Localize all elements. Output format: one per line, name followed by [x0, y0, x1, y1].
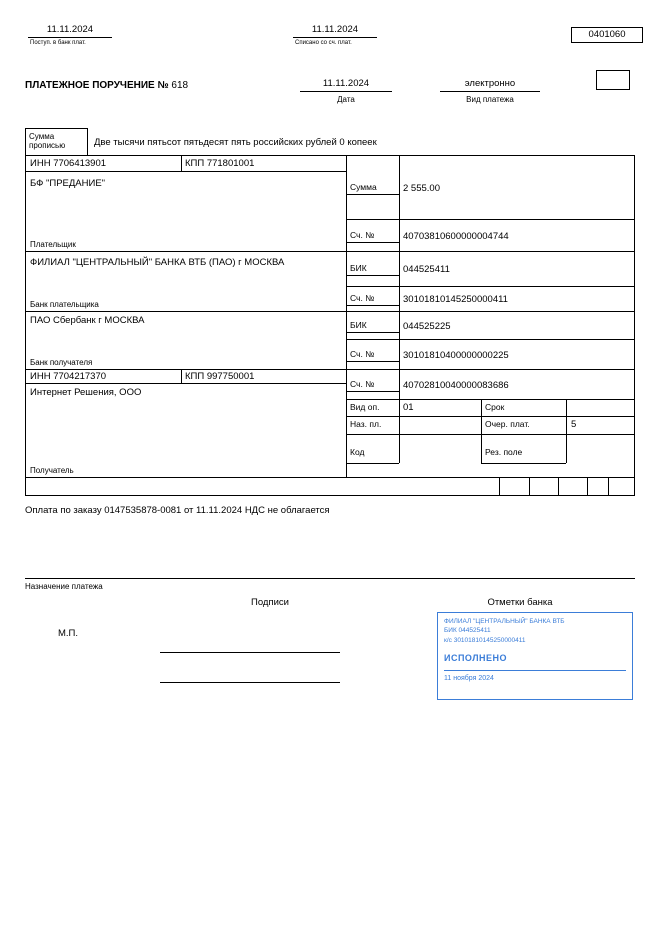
payer-caption: Плательщик — [30, 240, 76, 249]
table-line — [481, 463, 566, 464]
op-kind-label: Вид оп. — [350, 402, 380, 412]
received-date: 11.11.2024 — [28, 24, 112, 38]
debited-date-caption: Списано со сч. плат. — [295, 40, 352, 46]
table-line — [529, 478, 530, 495]
payer-bank-bik-value: 044525411 — [403, 264, 450, 275]
table-line — [399, 156, 400, 463]
table-line — [481, 399, 482, 463]
tax-fields-row — [25, 478, 635, 496]
table-line — [566, 399, 567, 463]
document-title — [25, 80, 188, 91]
signatures-caption: Подписи — [251, 597, 289, 608]
main-form-table — [25, 155, 635, 478]
amount-words-text: Две тысячи пятьсот пятьдесят пять российских рублей 0 копеек — [94, 137, 377, 148]
op-kind-value: 01 — [403, 402, 414, 413]
table-line — [346, 434, 634, 435]
payee-bank-bik-value: 044525225 — [403, 321, 451, 332]
stamp-bank-name: ФИЛИАЛ "ЦЕНТРАЛЬНЫЙ" БАНКА ВТБ — [444, 618, 565, 625]
table-line — [608, 478, 609, 495]
payer-bank-name: ФИЛИАЛ "ЦЕНТРАЛЬНЫЙ" БАНКА ВТБ (ПАО) г МОСКВА — [30, 257, 285, 268]
table-line — [346, 219, 634, 220]
purpose-code-label: Наз. пл. — [350, 419, 382, 429]
payee-bank-bik-label: БИК — [346, 316, 399, 333]
status-code-box — [596, 70, 630, 90]
payment-kind-block — [440, 78, 540, 104]
stamp-bik: БИК 044525411 — [444, 627, 491, 635]
table-line — [499, 478, 500, 495]
stamp-place-label: М.П. — [58, 628, 79, 639]
table-line — [181, 369, 182, 383]
document-number: 618 — [171, 80, 189, 91]
stamp-divider — [444, 670, 626, 671]
purpose-line — [25, 578, 635, 579]
payment-kind-caption: Вид платежа — [466, 95, 514, 104]
table-line — [26, 171, 346, 172]
signature-line — [160, 682, 340, 683]
table-line — [181, 156, 182, 171]
payee-name: Интернет Решения, ООО — [30, 387, 142, 398]
payer-kpp: КПП 771801001 — [185, 158, 255, 169]
term-label: Срок — [485, 402, 505, 412]
payee-bank-name: ПАО Сбербанк г МОСКВА — [30, 315, 145, 326]
reserve-field-label: Рез. поле — [485, 447, 523, 457]
table-line — [587, 478, 588, 495]
payee-account-value: 40702810040000083686 — [403, 380, 509, 391]
payment-purpose-text: Оплата по заказу 0147535878-0081 от 11.11.2024 НДС не облагается — [25, 505, 330, 516]
payee-caption: Получатель — [30, 466, 74, 475]
table-line — [26, 311, 634, 312]
payer-bank-caption: Банк плательщика — [30, 300, 99, 309]
payee-bank-account-value: 30101810400000000225 — [403, 350, 509, 361]
debited-date: 11.11.2024 — [293, 24, 377, 38]
payee-bank-account-label: Сч. № — [346, 345, 399, 362]
received-date-block — [28, 24, 112, 47]
payee-bank-caption: Банк получателя — [30, 358, 93, 367]
document-date-caption: Дата — [337, 95, 355, 104]
signature-line — [160, 652, 340, 653]
stamp-corr-account: к/с 30101810145250000411 — [444, 636, 526, 644]
payee-account-label: Сч. № — [346, 375, 399, 392]
payer-bank-account-value: 30101810145250000411 — [403, 294, 508, 305]
payer-bank-bik-label: БИК — [346, 259, 399, 276]
payment-purpose-caption: Назначение платежа — [25, 582, 103, 591]
amount-words-caption: Сумма прописью — [25, 128, 88, 155]
table-line — [346, 463, 399, 464]
amount-value: 2 555.00 — [403, 183, 440, 194]
bank-marks-caption: Отметки банка — [487, 597, 553, 608]
payer-account-label: Сч. № — [346, 226, 399, 243]
form-code: 0401060 — [571, 27, 643, 43]
stamp-date: 11 ноября 2024 — [444, 675, 494, 683]
payer-bank-account-label: Сч. № — [346, 289, 399, 306]
debited-date-block — [293, 24, 377, 47]
table-line — [346, 416, 634, 417]
priority-label: Очер. плат. — [485, 419, 530, 429]
table-line — [26, 251, 634, 252]
document-title-label: ПЛАТЕЖНОЕ ПОРУЧЕНИЕ № — [25, 80, 169, 91]
bank-stamp — [437, 612, 633, 700]
payer-name: БФ "ПРЕДАНИЕ" — [30, 178, 106, 189]
payment-kind: электронно — [440, 78, 540, 92]
received-date-caption: Поступ. в банк плат. — [30, 40, 86, 46]
payee-inn: ИНН 7704217370 — [30, 371, 107, 382]
document-date: 11.11.2024 — [300, 78, 392, 92]
table-line — [346, 286, 634, 287]
table-line — [346, 339, 634, 340]
code-label: Код — [350, 447, 365, 457]
payer-account-value: 40703810600000004744 — [403, 231, 509, 242]
table-line — [26, 383, 346, 384]
table-line — [346, 399, 634, 400]
table-line — [26, 369, 634, 370]
priority-value: 5 — [571, 419, 577, 430]
document-date-block — [300, 78, 392, 104]
stamp-status: ИСПОЛНЕНО — [444, 653, 508, 664]
table-line — [558, 478, 559, 495]
payer-inn: ИНН 7706413901 — [30, 158, 107, 169]
amount-label: Сумма — [346, 178, 399, 195]
payee-kpp: КПП 997750001 — [185, 371, 255, 382]
